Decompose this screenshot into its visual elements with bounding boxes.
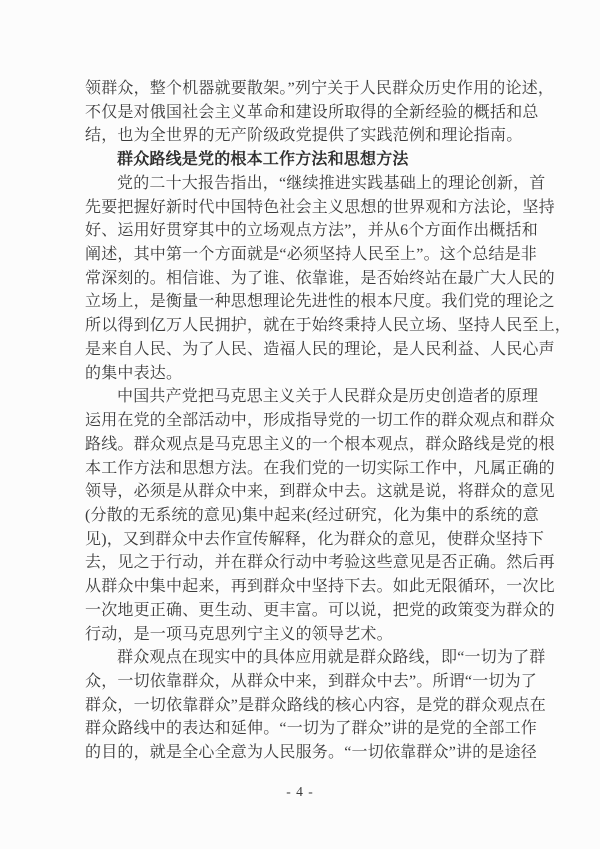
text-line: 的集中表达。	[85, 364, 183, 382]
text-line: 行动，是一项马克思列宁主义的领导艺术。	[85, 625, 393, 643]
text-line: 党的二十大报告指出，“继续推进实践基础上的理论创新，首	[117, 174, 546, 192]
text-line: 群众观点在现实中的具体应用就是群众路线，即“一切为了群	[117, 649, 546, 667]
text-line: 去，见之于行动，并在群众行动中考验这些意见是否正确。然后再	[85, 554, 555, 572]
text-line: 本工作方法和思想方法。在我们党的一切实际工作中，凡属正确的	[85, 459, 555, 477]
text-line: 是来自人民、为了人民、造福人民的理论，是人民利益、人民心声	[85, 340, 555, 358]
page-number: - 4 -	[286, 783, 314, 799]
text-line: 的目的，就是全心全意为人民服务。“一切依靠群众”讲的是途径	[85, 744, 538, 762]
document-lines	[85, 77, 572, 765]
text-line: (分散的无系统的意见)集中起来(经过研究，化为集中的系统的意	[85, 506, 539, 524]
text-line: 常深刻的。相信谁、为了谁、依靠谁，是否始终站在最广大人民的	[85, 269, 555, 287]
text-line: 群众，一切依靠群众”是群众路线的核心内容，是党的群众观点在	[85, 696, 546, 714]
text-line: 领群众，整个机器就要散架。”列宁关于人民群众历史作用的论述，	[85, 80, 555, 97]
text-line: 结，也为全世界的无产阶级政党提供了实践范例和理论指南。	[85, 127, 523, 145]
text-line: 先要把握好新时代中国特色社会主义思想的世界观和方法论，坚持	[85, 198, 555, 216]
text-line: 路线。群众观点是马克思主义的一个根本观点，群众路线是党的根	[85, 435, 555, 453]
text-line: 好、运用好贯穿其中的立场观点方法”，并从6个方面作出概括和	[85, 222, 538, 240]
text-line: 运用在党的全部活动中，形成指导党的一切工作的群众观点和群众	[85, 412, 555, 430]
text-line: 阐述，其中第一个方面就是“必须坚持人民至上”。这个总结是非	[85, 246, 538, 264]
text-line: 所以得到亿万人民拥护，就在于始终秉持人民立场、坚持人民至上，	[85, 317, 572, 335]
text-line: 立场上，是衡量一种思想理论先进性的根本尺度。我们党的理论之	[85, 293, 555, 311]
text-line: 一次地更正确、更生动、更丰富。可以说，把党的政策变为群众的	[85, 601, 555, 619]
text-line: 中国共产党把马克思主义关于人民群众是历史创造者的原理	[117, 388, 539, 406]
text-line: 群众路线中的表达和延伸。“一切为了群众”讲的是党的全部工作	[85, 720, 538, 738]
text-line: 不仅是对俄国社会主义革命和建设所取得的全新经验的概括和总	[85, 103, 539, 121]
text-line: 众，一切依靠群众，从群众中来，到群众中去”。所谓“一切为了	[85, 672, 538, 690]
text-line: 领导，必须是从群众中来，到群众中去。这就是说，将群众的意见	[85, 483, 555, 501]
section-heading: 群众路线是党的根本工作方法和思想方法	[117, 151, 409, 169]
text-line: 从群众中集中起来，再到群众中坚持下去。如此无限循环，一次比	[85, 578, 555, 596]
text-line: 见)，又到群众中去作宣传解释，化为群众的意见，使群众坚持下	[85, 530, 545, 548]
